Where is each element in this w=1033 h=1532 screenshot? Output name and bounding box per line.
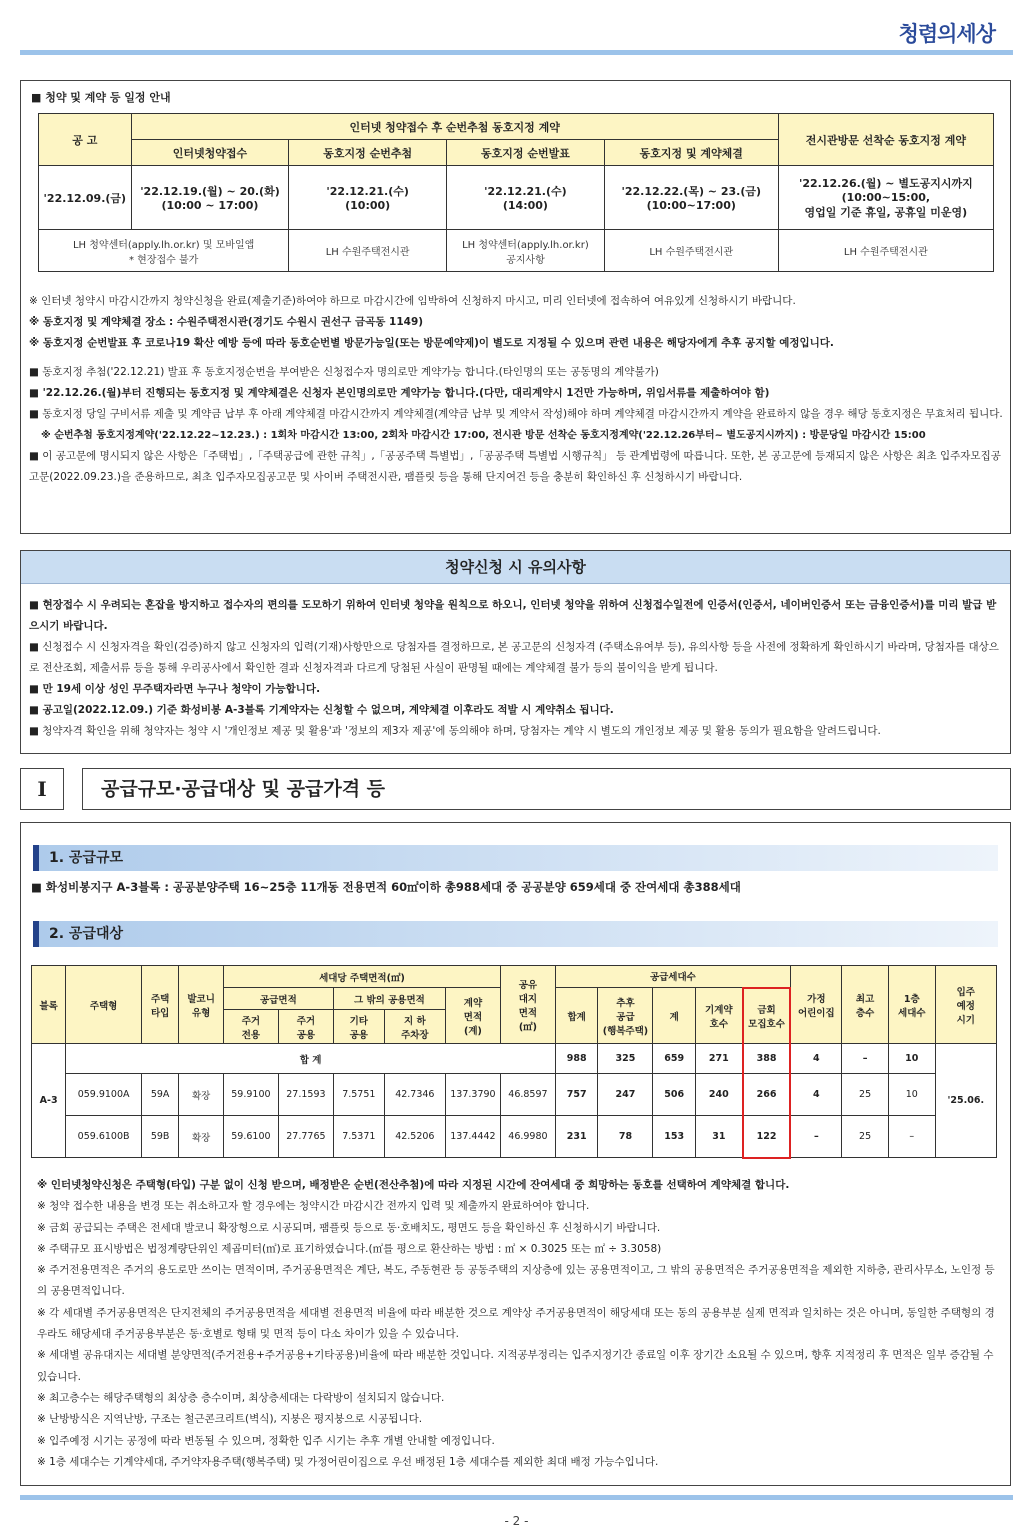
target-notes [37,1175,999,1473]
cell: 325 [598,1044,653,1074]
caution-note: ■ 현장접수 시 우려되는 혼잡을 방지하고 접수자의 편의를 도모하기 위하여 인터넷 청약을 원칙으로 하오니, 인터넷 청약을 위하여 신청접수일전에 인증서(인증서, 네이버인증서 또는 금융인증서)를 미리 발급 받으시기 바랍니다. [29,599,997,632]
th-contracted: 기계약 호수 [695,988,742,1044]
target-note: ※ 난방방식은 지역난방, 구조는 철근콘크리트(벽식), 지붕은 평지붕으로 시공됩니다. [37,1413,423,1426]
th-type: 주택형 [66,966,142,1044]
target-note: ※ 세대별 공유대지는 세대별 분양면적(주거전용+주거공용+기타공용)비율에 따라 배분한 것입니다. 지적공부정리는 입주지정기간 종료일 이후 장기간 소요될 수 있으며, 향후 지적정리 후 면적은 일부 증감될 수 있습니다. [37,1349,994,1383]
caution-section [20,550,1011,754]
total-row [32,1044,997,1074]
th-sum: 계 [653,988,696,1044]
cell: 059.6100B [66,1116,142,1158]
th-land: 공유 대지 면적 (㎡) [500,966,555,1044]
cell: 78 [598,1116,653,1158]
table-row [32,1116,997,1158]
cell: 7.5751 [333,1074,384,1116]
th-parking: 지 하 주차장 [384,1010,445,1044]
date-cell: '22.12.21.(수) (14:00) [447,166,605,230]
target-note: ※ 1층 세대수는 기계약세대, 주거약자용주택(행복주택) 및 가정어린이집으로 우선 배정된 1층 세대수를 제외한 최대 배정 가능수입니다. [37,1455,659,1468]
th-balcony: 발코니 유형 [179,966,224,1044]
cell: 59.9100 [223,1074,278,1116]
place-cell: LH 수원주택전시관 [604,230,778,272]
place-cell: LH 수원주택전시관 [289,230,447,272]
th-block: 블록 [32,966,66,1044]
cell: 266 [743,1074,791,1116]
cell: 137.3790 [445,1074,500,1116]
cell: 231 [555,1116,598,1158]
schedule-section [20,80,1011,534]
th-first-floor: 1층 세대수 [888,966,935,1044]
th-total: 합계 [555,988,598,1044]
cell: 46.9980 [500,1116,555,1158]
note: ※ 동호지정 및 계약체결 장소 : 수원주택전시관(경기도 수원시 권선구 금곡동 1149) [29,316,424,328]
th-recruit: 금회 모집호수 [743,988,791,1044]
th-exclusive: 주거 전용 [223,1010,278,1044]
page-number: - 2 - [504,1514,529,1528]
col-notice: 공 고 [39,114,132,166]
target-note: ※ 청약 접수한 내용을 변경 또는 취소하고자 할 경우에는 청약시간 마감시간 전까지 입력 및 제출까지 완료하여야 합니다. [37,1200,590,1213]
th-htype: 주택 타입 [141,966,178,1044]
schedule-notes [29,291,1004,488]
target-note: ※ 인터넷청약신청은 주택형(타입) 구분 없이 신청 받으며, 배정받은 순번(전산추첨)에 따라 지정된 시간에 잔여세대 중 희망하는 동호를 선택하여 계약체결 합니다. [37,1179,790,1191]
cell: 059.9100A [66,1074,142,1116]
cell: 240 [695,1074,742,1116]
caution-note: ■ 만 19세 이상 성인 무주택자라면 누구나 청약이 가능합니다. [29,683,321,695]
move-in-cell: '25.06. [935,1044,996,1158]
note: ■ 이 공고문에 명시되지 않은 사항은「주택법」,「주택공급에 관한 규칙」,「공공주택 특별법」,「공공주택 특별법 시행규칙」 등 관계법령에 따릅니다. 또한, 본 공고문에 등재되지 않은 사항은 최초 입주자모집공고문(2022.09.23.)을 준용하므로, 최초 입주자모집공고문 및 사이버 주택전시관, 팸플릿 등을 통해 단지여건 등을 충분히 확인하신 후 신청하시기 바랍니다. [29,450,1001,483]
note: ※ 인터넷 청약시 마감시간까지 청약신청을 완료(제출기준)하여야 하므로 마감시간에 임박하여 신청하지 마시고, 미리 인터넷에 접속하여 여유있게 신청하시기 바랍니다. [29,295,796,307]
total-label: 합 계 [66,1044,556,1074]
date-cell: '22.12.21.(수) (10:00) [289,166,447,230]
cell: 59B [141,1116,178,1158]
cell: 153 [653,1116,696,1158]
cell: 42.7346 [384,1074,445,1116]
th-supply-area: 공급면적 [223,988,333,1010]
cell: 506 [653,1074,696,1116]
block-cell: A-3 [32,1044,66,1158]
cell: 확장 [179,1074,224,1116]
cell: 31 [695,1116,742,1158]
cell: – [888,1116,935,1158]
section-heading [20,768,1011,810]
note: ※ 순번추첨 동호지정계약('22.12.22~12.23.) : 1회차 마감시간 13:00, 2회차 마감시간 17:00, 전시관 방문 선착순 동호지정계약('22.12.26부터~ 별도공지시까지) : 방문당일 마감시간 15:00 [41,430,926,441]
col-visit: 전시관방문 선착순 동호지정 계약 [778,114,993,166]
scale-heading: 1. 공급규모 [33,845,998,871]
cell: 42.5206 [384,1116,445,1158]
cell: 122 [743,1116,791,1158]
section-title: 공급규모·공급대상 및 공급가격 등 [82,768,1011,810]
cell: 46.8597 [500,1074,555,1116]
th-units-group: 공급세대수 [555,966,790,988]
th-other-area: 그 밖의 공용면적 [333,988,445,1010]
cell: 137.4442 [445,1116,500,1158]
target-note: ※ 최고층수는 해당주택형의 최상층 층수이며, 최상층세대는 다락방이 설치되지 않습니다. [37,1391,445,1404]
cell: 27.7765 [278,1116,333,1158]
cell: 10 [888,1074,935,1116]
date-cell: '22.12.19.(월) ~ 20.(화) (10:00 ~ 17:00) [131,166,289,230]
table-row [32,1074,997,1116]
caution-note: ■ 공고일(2022.12.09.) 기준 화성비봉 A-3블록 기계약자는 신청할 수 없으며, 계약체결 이후라도 적발 시 계약취소 됩니다. [29,704,614,716]
cell: – [842,1044,889,1074]
th-daycare: 가정 어린이집 [790,966,841,1044]
section-number: I [20,768,64,810]
target-heading: 2. 공급대상 [33,921,998,947]
top-divider [20,50,1013,55]
caution-note: ■ 신청접수 시 신청자격을 확인(검증)하지 않고 신청자의 입력(기재)사항만으로 당첨자를 결정하므로, 본 공고문의 신청자격 (주택소유여부 등), 유의사항 등을 사전에 정확하게 확인하시기 바라며, 당첨자를 대상으로 전산조회, 제출서류 등을 통해 우리공사에서 확인한 결과 신청자격과 다르게 당첨된 사실이 판명될 때에는 계약체결 불가 등의 불이익을 받게 됩니다. [29,641,999,674]
date-cell: '22.12.26.(월) ~ 별도공지시까지 (10:00~15:00, 영업일 기준 휴일, 공휴일 미운영) [778,166,993,230]
cell: 988 [555,1044,598,1074]
cell: 25 [842,1074,889,1116]
cell: 4 [790,1074,841,1116]
note: ■ '22.12.26.(월)부터 진행되는 동호지정 및 계약체결은 신청자 본인명의로만 계약가능 합니다.(다만, 대리계약시 1건만 가능하며, 위임서류를 제출하여야 함) [29,387,770,399]
date-cell: '22.12.09.(금) [39,166,132,230]
target-note: ※ 금회 공급되는 주택은 전세대 발코니 확장형으로 시공되며, 팸플릿 등으로 동·호배치도, 평면도 등을 확인하신 후 신청하시기 바랍니다. [37,1221,661,1234]
sub-header: 인터넷청약접수 [131,140,289,166]
cell: 확장 [179,1116,224,1158]
cell: 59.6100 [223,1116,278,1158]
bottom-divider [20,1495,1013,1500]
cell: 10 [888,1044,935,1074]
cell: 7.5371 [333,1116,384,1158]
th-etc: 기타 공용 [333,1010,384,1044]
group-internet: 인터넷 청약접수 후 순번추첨 동호지정 계약 [131,114,778,140]
target-note: ※ 각 세대별 주거공용면적은 단지전체의 주거공용면적을 세대별 전용면적 비율에 따라 배분한 것으로 계약상 주거공용면적이 해당세대 또는 동의 공용부분 실제 면적과 일치하는 것은 아니며, 동일한 주택형의 경우라도 해당세대 주거공용부분은 동·호별로 형태 및 면적 등이 다소 차이가 있을 수 있습니다. [37,1306,995,1341]
target-note: ※ 주택규모 표시방법은 법정계량단위인 제곱미터(㎡)로 표기하였습니다.(㎡를 평으로 환산하는 방법 : ㎡ × 0.3025 또는 ㎡ ÷ 3.3058) [37,1242,662,1255]
sub-header: 동호지정 순번추첨 [289,140,447,166]
cell: 4 [790,1044,841,1074]
caution-title: 청약신청 시 유의사항 [21,551,1010,584]
target-note: ※ 주거전용면적은 주거의 용도로만 쓰이는 면적이며, 주거공용면적은 계단, 복도, 주동현관 등 공동주택의 지상층에 있는 공용면적이고, 그 밖의 공용면적은 주거공용면적을 제외한 지하층, 관리사무소, 노인정 등의 공용면적입니다. [37,1264,995,1298]
cell: 271 [695,1044,742,1074]
scale-text: ■ 화성비봉지구 A-3블록 : 공공분양주택 16~25층 11개동 전용면적 60㎡이하 총988세대 중 공공분양 659세대 중 잔여세대 총388세대 [31,880,741,894]
cell: – [790,1116,841,1158]
cell: 25 [842,1116,889,1158]
note: ■ 동호지정 당일 구비서류 제출 및 계약금 납부 후 아래 계약체결 마감시간까지 계약체결(계약금 납부 및 계약서 작성)해야 하며 계약체결 마감시간까지 계약을 완료하지 않을 경우 해당 동호지정은 무효처리 됩니다. [29,408,1003,420]
cell: 247 [598,1074,653,1116]
schedule-heading: ■ 청약 및 계약 등 일정 안내 [31,91,171,104]
header-logo: 청렴의세상 [898,22,995,46]
place-cell: LH 수원주택전시관 [778,230,993,272]
th-area-group: 세대당 주택면적(㎡) [223,966,500,988]
caution-note: ■ 청약자격 확인을 위해 청약자는 청약 시 '개인정보 제공 및 활용'과 '정보의 제3자 제공'에 동의해야 하며, 당첨자는 계약 시 별도의 개인정보 제공 및 활용 동의가 필요함을 알려드립니다. [29,725,881,737]
caution-notes [29,595,1004,742]
schedule-table [38,113,994,272]
cell: 27.1593 [278,1074,333,1116]
cell: 757 [555,1074,598,1116]
target-note: ※ 입주예정 시기는 공정에 따라 변동될 수 있으며, 정확한 입주 시기는 추후 개별 안내할 예정입니다. [37,1434,495,1447]
supply-table [31,965,997,1159]
place-cell: LH 청약센터(apply.lh.or.kr) 및 모바일앱 * 현장접수 불가 [39,230,289,272]
th-top-floor: 최고 층수 [842,966,889,1044]
cell: 388 [743,1044,791,1074]
sub-header: 동호지정 및 계약체결 [604,140,778,166]
note: ※ 동호지정 순번발표 후 코로나19 확산 예방 등에 따라 동호순번별 방문가능일(또는 방문예약제)이 별도로 지정될 수 있으며 관련 내용은 해당자에게 추후 공지할 예정입니다. [29,337,834,349]
th-rental: 추후 공급 (행복주택) [598,988,653,1044]
th-move-in: 입주 예정 시기 [935,966,996,1044]
th-common: 주거 공용 [278,1010,333,1044]
sub-header: 동호지정 순번발표 [447,140,605,166]
th-contract-area: 계약 면적 (계) [445,988,500,1044]
note: ■ 동호지정 추첨('22.12.21) 발표 후 동호지정순번을 부여받은 신청접수자 명의로만 계약가능 합니다.(타인명의 또는 공동명의 계약불가) [29,366,659,378]
place-cell: LH 청약센터(apply.lh.or.kr) 공지사항 [447,230,605,272]
date-cell: '22.12.22.(목) ~ 23.(금) (10:00~17:00) [604,166,778,230]
cell: 659 [653,1044,696,1074]
supply-section [20,822,1011,1486]
cell: 59A [141,1074,178,1116]
